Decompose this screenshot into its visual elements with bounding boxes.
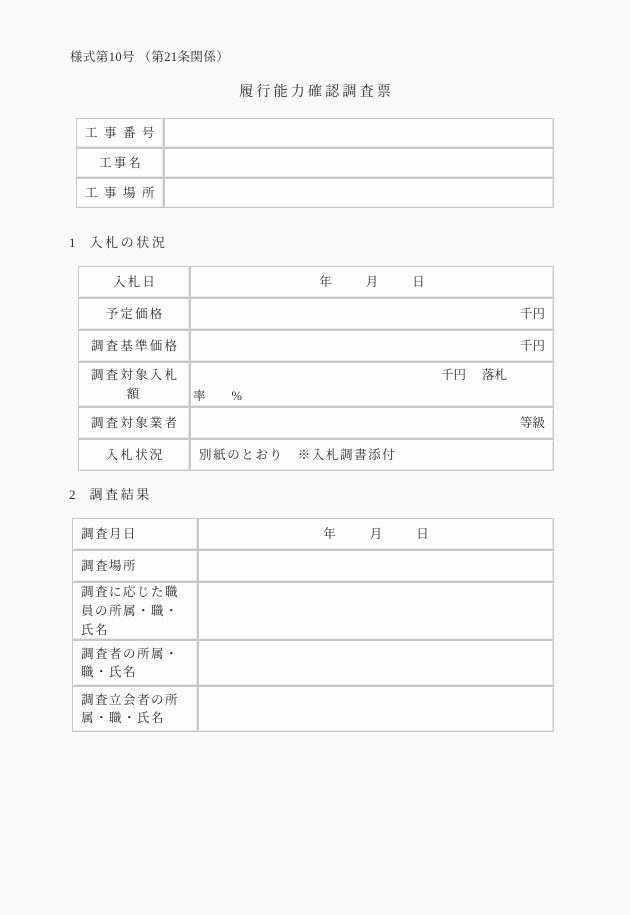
field-project-name[interactable] [164,148,554,178]
form-number: 様式第10号 （第21条関係） [70,50,230,64]
label-estimated-price: 予定価格 [78,298,190,330]
table-row [78,298,554,330]
bid-date-year: 年 [319,274,332,289]
section-1-heading [69,232,168,251]
field-survey-location[interactable] [198,550,554,582]
label-surveyor: 調査者の所属・職・氏名 [72,640,198,686]
unit-percent: % [231,389,242,403]
survey-date-year: 年 [323,526,336,541]
survey-results-table [72,518,554,732]
label-survey-location: 調査場所 [72,550,198,582]
table-row [78,407,554,439]
label-survey-witness: 調査立会者の所属・職・氏名 [72,686,198,732]
table-row [76,178,554,208]
label-project-name: 工事名 [76,148,164,178]
table-row [72,550,554,582]
label-target-contractor: 調査対象業者 [78,407,190,439]
unit-thousand-yen: 千円 [519,306,545,321]
label-responding-staff: 調査に応じた職員の所属・職・氏名 [72,582,198,640]
label-bid-date: 入札日 [78,266,190,298]
table-row [72,518,554,550]
label-bid-situation: 入札状況 [78,439,190,471]
field-survey-witness[interactable] [198,686,554,732]
label-target-bid-amount-line2: 額 [126,386,142,401]
unit-grade: 等級 [519,415,545,430]
label-target-bid-amount-line1: 調査対象入札 [90,367,180,382]
field-survey-standard-price[interactable] [190,330,554,362]
field-target-contractor[interactable] [190,407,554,439]
table-row [78,266,554,298]
unit-thousand-yen: 千円 [440,368,466,383]
survey-date-month: 月 [369,526,383,541]
table-row [78,439,554,471]
field-bid-date[interactable] [190,266,554,298]
table-row [78,330,554,362]
bid-status-table [78,266,554,471]
page-title: 履行能力確認調査票 [239,85,394,100]
section-1-title: 入札の状況 [89,235,168,250]
label-project-number: 工事番号 [76,118,164,148]
project-info-table [76,118,554,208]
label-target-bid-amount [78,362,190,407]
label-survey-date: 調査月日 [72,518,198,550]
section-2-title: 調査結果 [89,487,152,502]
table-row [76,118,554,148]
bid-date-month: 月 [365,274,379,289]
table-row [72,686,554,732]
section-1-number: 1 [69,235,76,250]
table-row [72,582,554,640]
field-target-bid-amount[interactable] [190,362,554,407]
field-survey-date[interactable] [198,518,554,550]
table-row [78,362,554,407]
field-responding-staff[interactable] [198,582,554,640]
label-bid-rate: 率 [193,389,206,403]
table-row [76,148,554,178]
field-project-number[interactable] [164,118,554,148]
section-2-heading [69,484,152,503]
unit-thousand-yen: 千円 [519,338,545,353]
label-winning-bid: 落札 [481,368,507,383]
bid-date-day: 日 [412,274,425,289]
table-row [72,640,554,686]
field-bid-situation[interactable]: 別紙のとおり ※入札調書添付 [190,439,554,471]
survey-date-day: 日 [416,526,429,541]
field-estimated-price[interactable] [190,298,554,330]
field-surveyor[interactable] [198,640,554,686]
label-project-location: 工事場所 [76,178,164,208]
section-2-number: 2 [69,487,76,502]
field-project-location[interactable] [164,178,554,208]
label-survey-standard-price: 調査基準価格 [78,330,190,362]
